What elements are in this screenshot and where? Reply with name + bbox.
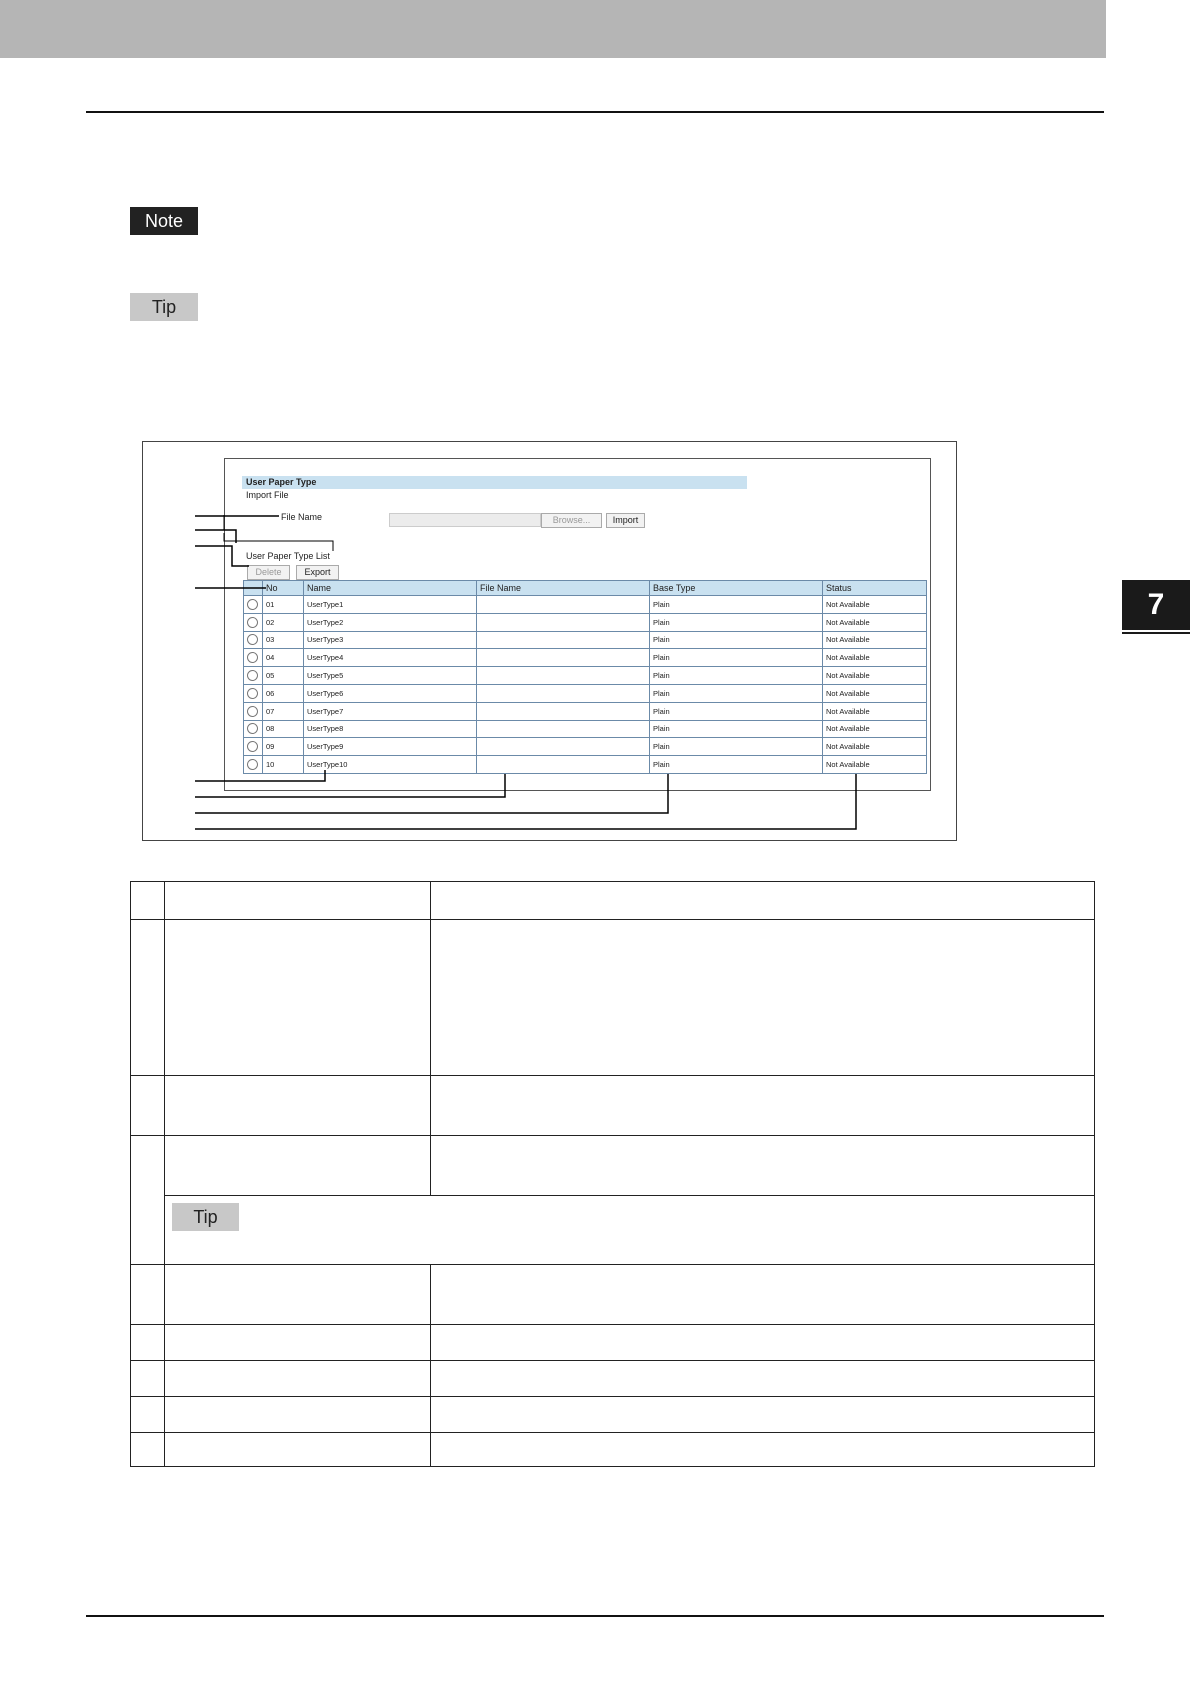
- legend-row-line: [130, 1324, 1095, 1325]
- legend-row-line: [130, 1432, 1095, 1433]
- header-file-name: File Name: [477, 581, 650, 596]
- cell-name: UserType4: [304, 649, 477, 667]
- cell-no: 04: [263, 649, 304, 667]
- cell-name: UserType1: [304, 596, 477, 614]
- cell-no: 07: [263, 702, 304, 720]
- cell-name: UserType5: [304, 667, 477, 685]
- cell-status: Not Available: [823, 613, 927, 631]
- import-file-label: Import File: [246, 490, 289, 500]
- section-title: User Paper Type: [242, 476, 747, 489]
- bottom-rule: [86, 1615, 1104, 1617]
- cell-base-type: Plain: [650, 756, 823, 774]
- export-button[interactable]: Export: [296, 565, 339, 580]
- cell-status: Not Available: [823, 738, 927, 756]
- cell-name: UserType10: [304, 756, 477, 774]
- cell-base-type: Plain: [650, 720, 823, 738]
- header-no: No: [263, 581, 304, 596]
- cell-no: 10: [263, 756, 304, 774]
- cell-no: 05: [263, 667, 304, 685]
- legend-col-line: [164, 881, 165, 1467]
- cell-status: Not Available: [823, 756, 927, 774]
- cell-name: UserType3: [304, 631, 477, 649]
- legend-row-line: [130, 1075, 1095, 1076]
- tip-label: Tip: [130, 293, 198, 321]
- note-label: Note: [130, 207, 198, 235]
- cell-status: Not Available: [823, 702, 927, 720]
- delete-button[interactable]: Delete: [247, 565, 290, 580]
- legend-row-line: [130, 919, 1095, 920]
- cell-base-type: Plain: [650, 613, 823, 631]
- legend-col-line: [430, 881, 431, 1195]
- callout-5: [195, 770, 325, 781]
- header-base-type: Base Type: [650, 581, 823, 596]
- cell-no: 01: [263, 596, 304, 614]
- legend-tip-label: Tip: [172, 1203, 239, 1231]
- cell-base-type: Plain: [650, 667, 823, 685]
- header-status: Status: [823, 581, 927, 596]
- cell-no: 09: [263, 738, 304, 756]
- cell-name: UserType6: [304, 684, 477, 702]
- file-name-label: File Name: [281, 512, 323, 522]
- legend-row-line: [130, 1396, 1095, 1397]
- legend-col-line: [430, 1264, 431, 1467]
- callout-7: [195, 774, 668, 813]
- cell-name: UserType8: [304, 720, 477, 738]
- callout-8: [195, 774, 856, 829]
- cell-status: Not Available: [823, 596, 927, 614]
- legend-row-line: [130, 1360, 1095, 1361]
- chapter-tab[interactable]: 7: [1122, 580, 1190, 630]
- cell-base-type: Plain: [650, 738, 823, 756]
- cell-no: 06: [263, 684, 304, 702]
- cell-base-type: Plain: [650, 631, 823, 649]
- cell-base-type: Plain: [650, 649, 823, 667]
- cell-status: Not Available: [823, 631, 927, 649]
- cell-status: Not Available: [823, 649, 927, 667]
- cell-status: Not Available: [823, 667, 927, 685]
- import-button[interactable]: Import: [606, 513, 645, 528]
- list-title: User Paper Type List: [246, 551, 330, 561]
- cell-name: UserType2: [304, 613, 477, 631]
- callout-6: [195, 774, 505, 797]
- cell-status: Not Available: [823, 684, 927, 702]
- legend-row-line: [164, 1195, 1095, 1196]
- header-name: Name: [304, 581, 477, 596]
- cell-name: UserType9: [304, 738, 477, 756]
- legend-row-line: [130, 1135, 1095, 1136]
- cell-status: Not Available: [823, 720, 927, 738]
- cell-no: 02: [263, 613, 304, 631]
- browse-button[interactable]: Browse...: [541, 513, 602, 528]
- cell-name: UserType7: [304, 702, 477, 720]
- callout-3: [195, 546, 249, 566]
- cell-base-type: Plain: [650, 702, 823, 720]
- cell-no: 03: [263, 631, 304, 649]
- legend-table: [130, 881, 1095, 1467]
- cell-base-type: Plain: [650, 596, 823, 614]
- bracket-list: [224, 533, 333, 551]
- cell-base-type: Plain: [650, 684, 823, 702]
- cell-no: 08: [263, 720, 304, 738]
- legend-row-line: [130, 1264, 1095, 1265]
